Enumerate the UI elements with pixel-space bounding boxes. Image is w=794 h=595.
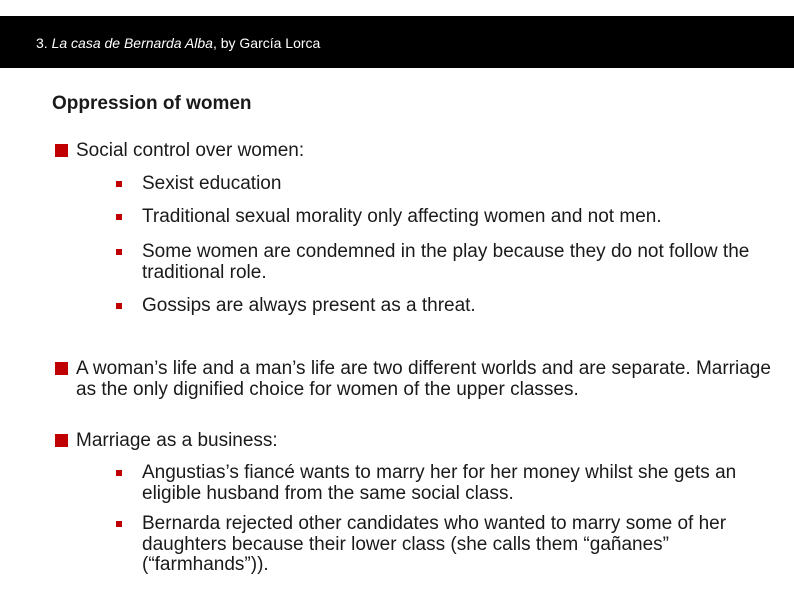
sub-bullet-condemned-women: Some women are condemned in the play because they do not follow the traditional role. (142, 242, 762, 283)
sub-bullet-sexual-morality: Traditional sexual morality only affecting women and not men. (142, 207, 762, 228)
sub-bullet-sexist-education: Sexist education (142, 174, 762, 195)
sub-bullet-angustias: Angustias’s fiancé wants to marry her for her money whilst she gets an eligible husband from the same social class. (142, 463, 762, 504)
sub-bullet-gossips: Gossips are always present as a threat. (142, 296, 762, 317)
bullet-marriage-business: Marriage as a business: (76, 431, 776, 452)
title-author: , by García Lorca (212, 35, 321, 51)
sub-bullet-bernarda: Bernarda rejected other candidates who wanted to marry some of her daughters because their lower class (she calls them “gañanes” (“farmhands”)). (142, 514, 762, 576)
title-prefix: 3. (36, 35, 52, 51)
bullet-social-control: Social control over women: (76, 141, 776, 162)
title-work: La casa de Bernarda Alba (51, 35, 213, 51)
title-band (0, 16, 794, 68)
bullet-two-worlds: A woman’s life and a man’s life are two different worlds and are separate. Marriage as the only dignified choice for women of the upper classes. (76, 359, 776, 400)
presentation-title (36, 35, 320, 51)
slide-heading: Oppression of women (52, 93, 252, 114)
